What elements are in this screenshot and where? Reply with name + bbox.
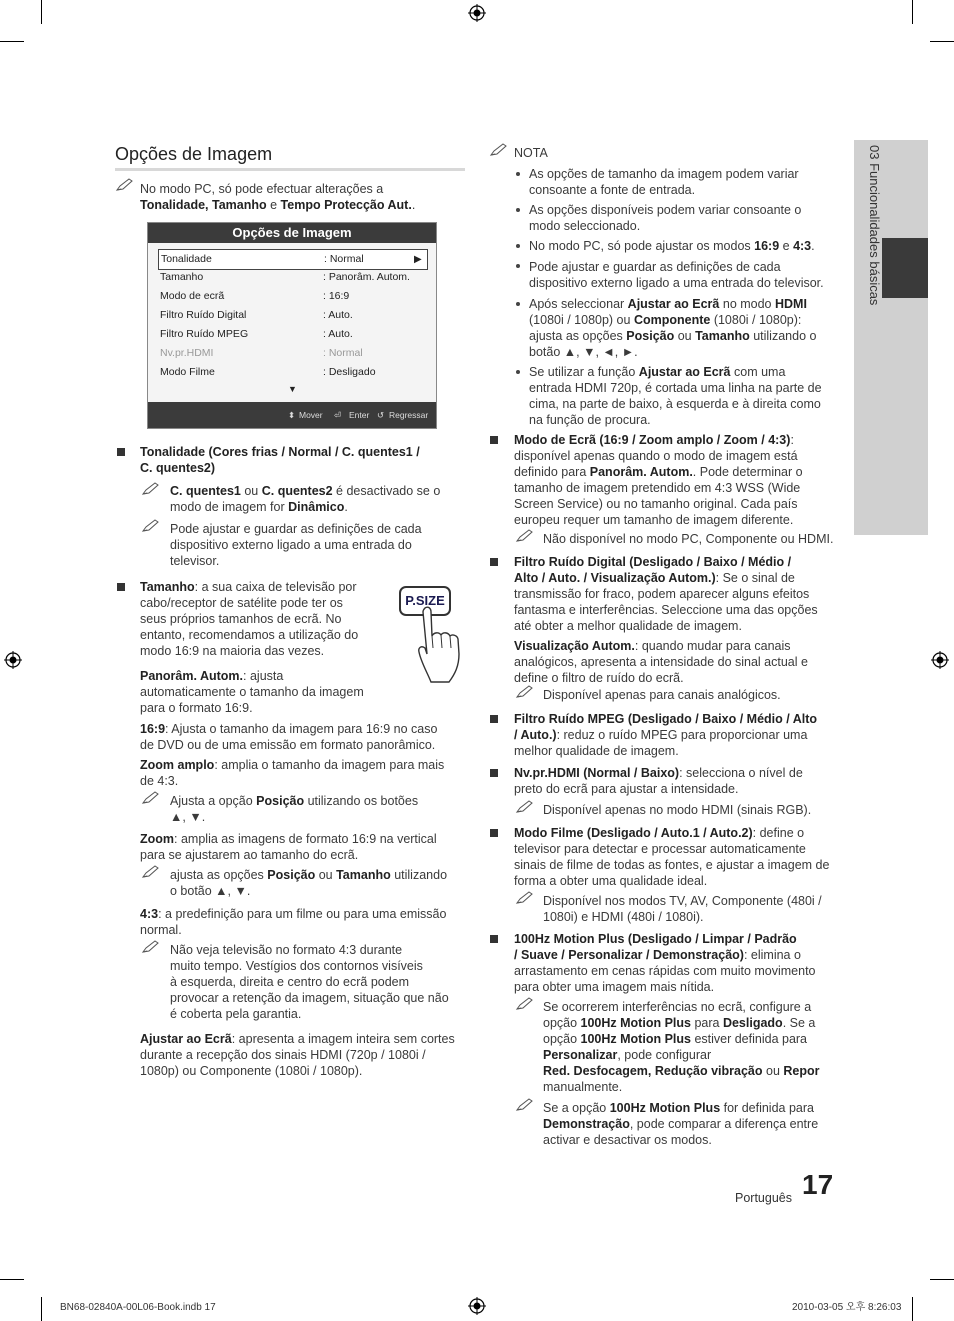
- bullet: [490, 769, 498, 777]
- bullet-dot: [516, 370, 520, 374]
- osd-row-tonalidade[interactable]: Tonalidade : Normal ▶: [158, 249, 428, 270]
- registration-mark-icon: [4, 651, 22, 669]
- ratio-169-paragraph: 16:9: Ajusta o tamanho da imagem para 16:9 no caso de DVD ou de uma emissão em formato panorâmico.: [140, 722, 438, 752]
- modo-filme-paragraph: Modo Filme (Desligado / Auto.1 / Auto.2): define o televisor para detectar e processar automaticamente sinais de filme de todas as fontes, e ajustar a imagem de forma a obter uma qualidade ideal.: [514, 826, 830, 888]
- registration-mark-icon: [931, 651, 949, 669]
- motion-plus-paragraph: 100Hz Motion Plus (Desligado / Limpar / Padrão / Suave / Personalizar / Demonstração): elimina o arrastamento em cenas rápidas com muito movimento para obter uma imagem mais nítida.: [514, 932, 816, 994]
- motion-plus-note-1: Se ocorrerem interferências no ecrã, configure a opção 100Hz Motion Plus para Desligado. Se a opção 100Hz Motion Plus estiver definida para Personalizar, pode configurar Red. Desfocagem, Redução vibração ou Repor manualmente.: [543, 1000, 820, 1094]
- note-pencil-icon: [141, 519, 161, 533]
- intro-note: No modo PC, só pode efectuar alterações a Tonalidade, Tamanho e Tempo Protecção Aut..: [140, 182, 416, 212]
- pointing-hand-icon: [415, 604, 470, 686]
- crop-mark: [930, 41, 954, 42]
- note-pencil-icon: [515, 1098, 535, 1112]
- osd-footer: [148, 402, 436, 428]
- motion-plus-note-2: Se a opção 100Hz Motion Plus for definida para Demonstração, pode comparar a diferença entre activar e desactivar os modos.: [543, 1101, 819, 1147]
- bullet: [117, 583, 125, 591]
- ajustar-ecra-paragraph: Ajustar ao Ecrã: apresenta a imagem inteira sem cortes durante a recepção dos sinais HDMI (720p / 1080i / 1080p) ou Componente (1080i / 1080p).: [140, 1032, 455, 1078]
- filtro-mpeg-paragraph: Filtro Ruído MPEG (Desligado / Baixo / Médio / Alto / Auto.): reduz o ruído MPEG para proporcionar uma melhor qualidade de imagem.: [514, 712, 818, 758]
- note-pencil-icon: [141, 791, 161, 805]
- tonalidade-heading: Tonalidade (Cores frias / Normal / C. quentes1 / C. quentes2): [140, 445, 420, 475]
- bullet-dot: [516, 244, 520, 248]
- zoom-amplo-note: Ajusta a opção Posição utilizando os botões ▲, ▼.: [170, 794, 419, 824]
- hdmi-note: Disponível apenas no modo HDMI (sinais RGB).: [543, 803, 812, 817]
- page-title: Opções de Imagem: [115, 144, 273, 164]
- note-pencil-icon: [141, 940, 161, 954]
- bullet-dot: [516, 302, 520, 306]
- note-pencil-icon: [515, 800, 535, 814]
- nota-item-1: As opções de tamanho da imagem podem variar consoante a fonte de entrada.: [529, 167, 799, 197]
- title-underline: [115, 168, 465, 171]
- updown-icon: ⬍: [288, 410, 296, 420]
- print-footer-right: 2010-03-05 오후 8:26:03: [792, 1302, 902, 1313]
- bullet-dot: [516, 172, 520, 176]
- tonalidade-note-1: C. quentes1 ou C. quentes2 é desactivado se o modo de imagem for Dinâmico.: [170, 484, 441, 514]
- osd-menu-title: Opções de Imagem: [148, 223, 436, 243]
- note-pencil-icon: [141, 482, 161, 496]
- psize-button[interactable]: P.SIZE: [399, 586, 451, 616]
- language-label: Português: [735, 1191, 792, 1205]
- osd-row-hdmi: Nv.pr.HDMI : Normal: [160, 347, 363, 359]
- bullet: [490, 558, 498, 566]
- panoram-paragraph: Panorâm. Autom.: ajusta automaticamente o tamanho da imagem para o formato 16:9.: [140, 669, 364, 715]
- registration-mark-icon: [468, 1297, 486, 1315]
- note-pencil-icon: [141, 865, 161, 879]
- note-pencil-icon: [515, 685, 535, 699]
- zoom-note: ajusta as opções Posição ou Tamanho utilizando o botão ▲, ▼.: [170, 868, 448, 898]
- bullet-dot: [516, 264, 520, 268]
- crop-mark: [912, 0, 913, 24]
- ratio-43-paragraph: 4:3: a predefinição para um filme ou para uma emissão normal.: [140, 907, 447, 937]
- visualizacao-note: Disponível apenas para canais analógicos.: [543, 688, 781, 702]
- visualizacao-paragraph: Visualização Autom.: quando mudar para canais analógicos, apresenta a intensidade do sinal actual e define o filtro de ruído do ecrã.: [514, 639, 808, 685]
- move-label: Mover: [299, 410, 323, 420]
- tonalidade-note-2: Pode ajustar e guardar as definições de cada dispositivo externo ligado a uma entrada do televisor.: [170, 522, 422, 568]
- hdmi-paragraph: Nv.pr.HDMI (Normal / Baixo): selecciona o nível de preto do ecrã para ajustar a intensidade.: [514, 766, 803, 796]
- crop-mark: [41, 0, 42, 24]
- note-pencil-icon: [115, 178, 135, 192]
- osd-row-modo-ecra[interactable]: Modo de ecrã : 16:9: [160, 290, 350, 302]
- back-label: Regressar: [389, 410, 429, 420]
- bullet: [490, 829, 498, 837]
- enter-icon: ⏎: [334, 410, 342, 420]
- modo-ecra-note: Não disponível no modo PC, Componente ou HDMI.: [543, 532, 834, 546]
- bullet-dot: [516, 208, 520, 212]
- note-pencil-icon: [489, 143, 509, 157]
- osd-row-filtro-digital[interactable]: Filtro Ruído Digital : Auto.: [160, 309, 353, 321]
- bullet: [117, 448, 125, 456]
- bullet: [490, 935, 498, 943]
- nota-heading: NOTA: [514, 146, 548, 160]
- filtro-digital-paragraph: Filtro Ruído Digital (Desligado / Baixo / Médio / Alto / Auto. / Visualização Autom.): Se o sinal de transmissão for fraco, podem aparecer alguns efeitos fantasma e interferências. Seleccione uma das opções até obter a melhor qualidade de imagem.: [514, 555, 818, 633]
- osd-row-modo-filme[interactable]: Modo Filme : Desligado: [160, 366, 376, 378]
- crop-mark: [930, 1279, 954, 1280]
- enter-label: Enter: [349, 410, 370, 420]
- crop-mark: [912, 1297, 913, 1321]
- chapter-tab-marker: [882, 238, 928, 298]
- tamanho-paragraph: Tamanho: a sua caixa de televisão por cabo/receptor de satélite pode ter os seus próprios tamanhos de ecrã. No entanto, recomendamos a utilização do modo 16:9 na maioria das vezes.: [140, 580, 359, 658]
- crop-mark: [0, 41, 24, 42]
- nota-item-2: As opções disponíveis podem variar consoante o modo seleccionado.: [529, 203, 802, 233]
- chapter-label: 03 Funcionalidades básicas: [867, 145, 882, 306]
- modo-ecra-paragraph: Modo de Ecrã (16:9 / Zoom amplo / Zoom / 4:3): disponível apenas quando o modo de imagem está definido para Panorâm. Autom.. Pode determinar o tamanho de imagem pretendido em 4:3 WSS (Wide Screen Service) ou no tamanho original. Cada país europeu requer um tamanho de imagem diferente.: [514, 433, 803, 527]
- osd-row-filtro-mpeg[interactable]: Filtro Ruído MPEG : Auto.: [160, 328, 353, 340]
- crop-mark: [41, 1297, 42, 1321]
- note-pencil-icon: [515, 997, 535, 1011]
- ratio-43-note: Não veja televisão no formato 4:3 durante muito tempo. Vestígios dos contornos visíveis à esquerda, direita e centro do ecrã podem provocar a retenção da imagem, situação que não é coberta pela garantia.: [170, 943, 449, 1021]
- nota-item-6: Se utilizar a função Ajustar ao Ecrã com uma entrada HDMI 720p, é cortada uma linha na parte de cima, na parte de baixo, à esquerda e à direita como na função de procura.: [529, 365, 822, 427]
- bullet: [490, 715, 498, 723]
- return-icon: ↺: [377, 410, 385, 420]
- zoom-paragraph: Zoom: amplia as imagens de formato 16:9 na vertical para se ajustarem ao tamanho do ecrã.: [140, 832, 437, 862]
- modo-filme-note: Disponível nos modos TV, AV, Componente (480i / 1080i) e HDMI (480i / 1080i).: [543, 894, 822, 924]
- note-pencil-icon: [515, 529, 535, 543]
- play-arrow-icon: ▶: [414, 254, 422, 265]
- scroll-down-icon[interactable]: ▼: [288, 384, 297, 394]
- nota-item-5: Após seleccionar Ajustar ao Ecrã no modo HDMI (1080i / 1080p) ou Componente (1080i / 1080p): ajusta as opções Posição ou Tamanho utilizando o botão ▲, ▼, ◄, ►.: [529, 297, 817, 359]
- note-pencil-icon: [515, 891, 535, 905]
- page-number: 17: [802, 1169, 834, 1200]
- osd-menu: [147, 222, 437, 429]
- osd-row-tamanho[interactable]: Tamanho : Panorâm. Autom.: [160, 271, 410, 283]
- bullet: [490, 436, 498, 444]
- nota-item-3: No modo PC, só pode ajustar os modos 16:9 e 4:3.: [529, 239, 815, 253]
- registration-mark-icon: [468, 4, 486, 22]
- print-footer-left: BN68-02840A-00L06-Book.indb 17: [60, 1302, 216, 1313]
- crop-mark: [0, 1279, 24, 1280]
- zoom-amplo-paragraph: Zoom amplo: amplia o tamanho da imagem para mais de 4:3.: [140, 758, 445, 788]
- nota-item-4: Pode ajustar e guardar as definições de cada dispositivo externo ligado a uma entrada do televisor.: [529, 260, 824, 290]
